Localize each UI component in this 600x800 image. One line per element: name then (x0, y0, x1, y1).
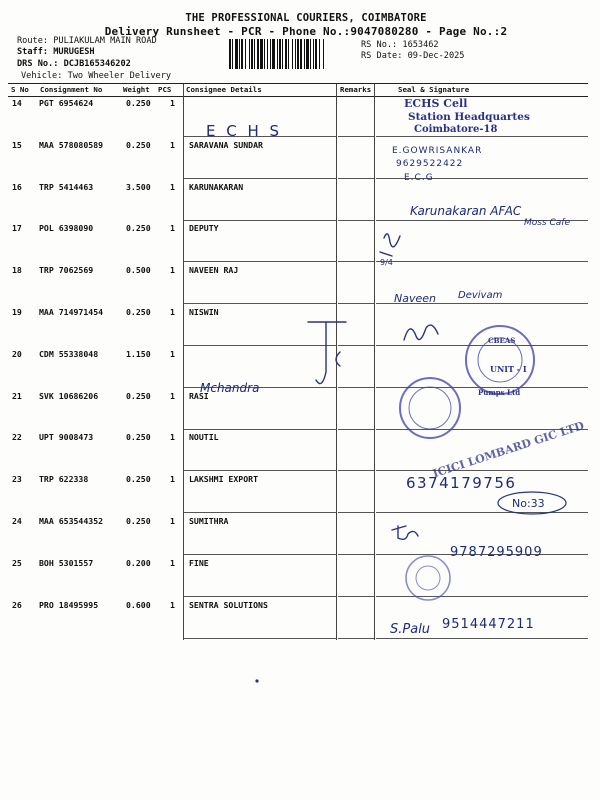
row-consignee: NISWIN (189, 307, 219, 317)
runsheet-subtitle: Delivery Runsheet - PCR - Phone No.:9047080280 - Page No.:2 (104, 25, 508, 38)
row-sno: 21 (12, 390, 22, 401)
row17-mark: 9/4 (380, 258, 393, 267)
row-weight: 0.250 (126, 516, 151, 526)
row-pcs: 1 (170, 98, 175, 108)
row-weight: 0.200 (126, 557, 151, 568)
row16-signature: Karunakaran AFAC (410, 204, 522, 218)
row-sno: 24 (12, 516, 22, 526)
row19-signature (404, 325, 438, 340)
row-sno: 23 (12, 474, 22, 485)
row-sno: 20 (12, 348, 22, 359)
row-consignment: TRP 5414463 (39, 181, 94, 192)
row-pcs: 1 (170, 516, 175, 526)
row15-initials: E.C.G (404, 173, 434, 183)
col-consignment: Consignment No (40, 85, 103, 94)
drs-number: DRS No.: DCJB165346202 (17, 59, 131, 69)
row-pcs: 1 (170, 390, 175, 401)
row-weight: 0.600 (126, 599, 151, 610)
staff-label: Staff: MURUGESH (17, 47, 95, 57)
row-consignment: TRP 7062569 (39, 265, 94, 276)
row-pcs: 1 (170, 348, 175, 359)
row-consignment: BOH 5301557 (39, 557, 94, 568)
row26-phone: 9514447211 (442, 617, 535, 632)
row-consignment: PRO 18495995 (39, 599, 99, 610)
row-weight: 0.250 (126, 432, 151, 443)
row-consignee: SUMITHRA (189, 516, 229, 526)
row-consignment: MAA 653544352 (39, 516, 104, 526)
row-weight: 1.150 (126, 348, 151, 359)
row16-extra: Moss Cafe (524, 218, 571, 228)
company-stamp (400, 326, 534, 438)
row18-note: Devivam (458, 290, 503, 301)
rs-number: RS No.: 1653462 (361, 40, 439, 50)
row-sno: 16 (12, 181, 22, 192)
row-consignment: PGT 6954624 (39, 98, 94, 108)
row-pcs: 1 (170, 599, 175, 610)
row25-stamp (406, 556, 450, 600)
col-seal: Seal & Signature (398, 85, 470, 94)
row-sno: 17 (12, 223, 22, 234)
col-weight: Weight (123, 85, 150, 94)
row-sno: 15 (12, 139, 22, 150)
row20-signature: Mchandra (200, 381, 260, 395)
row23-phone: 6374179756 (406, 474, 517, 492)
row23-box: No:33 (512, 497, 545, 510)
row-weight: 0.250 (126, 390, 151, 401)
row-consignment: SVK 10686206 (39, 390, 99, 401)
row-consignee: RASI (189, 390, 209, 401)
row-pcs: 1 (170, 307, 175, 317)
echs-stamp-line3: Coimbatore-18 (414, 124, 498, 135)
col-consignee: Consignee Details (186, 85, 262, 94)
echs-stamp-line2: Station Headquartes (408, 111, 530, 123)
row-pcs: 1 (170, 432, 175, 443)
stamp-cbeas: CBEAS (488, 336, 516, 345)
row-pcs: 1 (170, 265, 175, 276)
row-sno: 25 (12, 557, 22, 568)
row-consignee: KARUNAKARAN (189, 181, 244, 192)
row-consignee: SENTRA SOLUTIONS (189, 599, 268, 610)
row-consignment: MAA 578080589 (39, 139, 104, 150)
ink-dot (255, 679, 258, 682)
col-pcs: PCS (158, 85, 172, 94)
stamp-unit: UNIT - I (490, 364, 527, 374)
echs-stamp (404, 97, 530, 135)
icici-stamp: ICICI LOMBARD GIC LTD (431, 419, 586, 481)
row-consignment: POL 6398090 (39, 223, 94, 234)
row-weight: 3.500 (126, 181, 151, 192)
row-consignee: DEPUTY (189, 223, 219, 234)
row-sno: 14 (12, 98, 22, 108)
company-title: THE PROFESSIONAL COURIERS, COIMBATORE (185, 12, 427, 24)
row26-signature: S.Palu (390, 622, 431, 637)
row-consignment: CDM 55338048 (39, 348, 99, 359)
row-sno: 18 (12, 265, 22, 276)
row-consignee: SARAVANA SUNDAR (189, 139, 263, 150)
row-pcs: 1 (170, 474, 175, 485)
row-consignee: NAVEEN RAJ (189, 265, 239, 276)
row-weight: 0.250 (126, 139, 151, 150)
stamp-ltd: Pumps Ltd (478, 388, 521, 397)
col-remarks: Remarks (340, 85, 372, 94)
echs-stamp-line1: ECHS Cell (404, 97, 468, 110)
col-sno: S No (11, 85, 29, 94)
row-sno: 19 (12, 307, 22, 317)
row-sno: 26 (12, 599, 22, 610)
row24-phone: 9787295909 (450, 545, 543, 560)
row-consignee: FINE (189, 557, 209, 568)
row-sno: 22 (12, 432, 22, 443)
rs-date: RS Date: 09-Dec-2025 (361, 51, 465, 61)
row-weight: 0.250 (126, 223, 151, 234)
route-label: Route: PULIAKULAM MAIN ROAD (17, 36, 157, 46)
row-consignee: NOUTIL (189, 432, 219, 443)
row-consignment: MAA 714971454 (39, 307, 104, 317)
row-consignment: TRP 622338 (39, 474, 89, 485)
row15-phone: 9629522422 (396, 159, 464, 169)
row-weight: 0.250 (126, 98, 151, 108)
row24-signature (392, 526, 418, 539)
row-weight: 0.250 (126, 474, 151, 485)
row-pcs: 1 (170, 557, 175, 568)
row-consignment: UPT 9008473 (39, 432, 94, 443)
vehicle-label: Vehicle: Two Wheeler Delivery (21, 71, 172, 81)
row15-name: E.GOWRISANKAR (392, 146, 483, 156)
echs-handwritten: E C H S (206, 122, 283, 140)
row-consignee: LAKSHMI EXPORT (189, 474, 259, 485)
row-weight: 0.500 (126, 265, 151, 276)
row20-mark (308, 322, 346, 384)
row18-signature: Naveen (394, 292, 436, 305)
row17-signature (380, 234, 400, 256)
row-pcs: 1 (170, 181, 175, 192)
row-pcs: 1 (170, 223, 175, 234)
row-weight: 0.250 (126, 307, 151, 317)
row-pcs: 1 (170, 139, 175, 150)
